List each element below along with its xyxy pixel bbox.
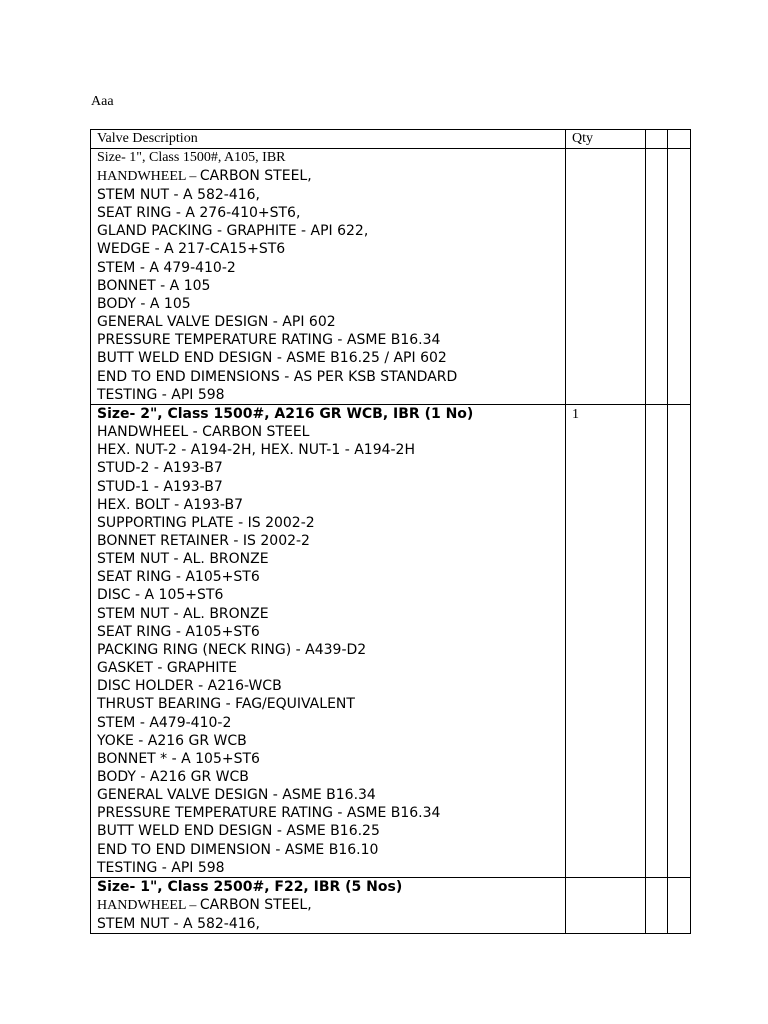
description-line: TESTING - API 598 bbox=[97, 859, 225, 876]
description-line: HEX. NUT-2 - A194-2H, HEX. NUT-1 - A194-2H bbox=[97, 442, 415, 459]
description-line: SEAT RING - A105+ST6 bbox=[97, 569, 260, 586]
column-header-description: Valve Description bbox=[91, 130, 566, 149]
description-line: WEDGE - A 217-CA15+ST6 bbox=[97, 241, 286, 258]
description-line: BUTT WELD END DESIGN - ASME B16.25 / API 602 bbox=[97, 350, 447, 367]
description-line: THRUST BEARING - FAG/EQUIVALENT bbox=[97, 696, 355, 713]
table-row bbox=[91, 404, 691, 877]
valve-description-cell bbox=[91, 877, 566, 933]
description-line: TESTING - API 598 bbox=[97, 386, 225, 403]
valve-table bbox=[90, 129, 691, 934]
description-line bbox=[97, 167, 559, 186]
extra-cell-1 bbox=[646, 404, 668, 877]
description-line: STEM NUT - A 582-416, bbox=[97, 916, 261, 933]
table-row bbox=[91, 149, 691, 405]
description-line: HANDWHEEL - CARBON STEEL bbox=[97, 424, 310, 441]
description-line: BONNET - A 105 bbox=[97, 277, 211, 294]
description-line: GENERAL VALVE DESIGN - ASME B16.34 bbox=[97, 787, 376, 804]
extra-cell-1 bbox=[646, 877, 668, 933]
valve-description-cell bbox=[91, 404, 566, 877]
document-heading: Aaa bbox=[91, 94, 114, 109]
valve-description-cell bbox=[91, 149, 566, 405]
description-line: STUD-2 - A193-B7 bbox=[97, 460, 223, 477]
description-line: HEX. BOLT - A193-B7 bbox=[97, 496, 243, 513]
description-line: BONNET RETAINER - IS 2002-2 bbox=[97, 532, 310, 549]
description-line: BUTT WELD END DESIGN - ASME B16.25 bbox=[97, 823, 380, 840]
qty-cell: 1 bbox=[566, 404, 646, 877]
description-line: SUPPORTING PLATE - IS 2002-2 bbox=[97, 514, 315, 531]
description-line: SEAT RING - A105+ST6 bbox=[97, 623, 260, 640]
extra-cell-2 bbox=[668, 877, 691, 933]
description-line: PRESSURE TEMPERATURE RATING - ASME B16.34 bbox=[97, 332, 441, 349]
qty-cell bbox=[566, 877, 646, 933]
description-line: GENERAL VALVE DESIGN - API 602 bbox=[97, 314, 336, 331]
column-header-qty: Qty bbox=[566, 130, 646, 149]
description-line: STEM - A479-410-2 bbox=[97, 714, 232, 731]
extra-cell-2 bbox=[668, 149, 691, 405]
description-line: STEM NUT - A 582-416, bbox=[97, 187, 261, 203]
description-line: Size- 1", Class 2500#, F22, IBR (5 Nos) bbox=[97, 878, 403, 895]
column-header-extra-1 bbox=[646, 130, 668, 149]
description-line: STEM NUT - AL. BRONZE bbox=[97, 605, 269, 622]
table-row bbox=[91, 877, 691, 933]
description-line: Size- 1", Class 1500#, A105, IBR bbox=[97, 150, 286, 165]
description-line: END TO END DIMENSIONS - AS PER KSB STANDARD bbox=[97, 368, 458, 385]
description-line: BODY - A 105 bbox=[97, 295, 191, 312]
description-line: STEM - A 479-410-2 bbox=[97, 259, 236, 276]
description-line: PRESSURE TEMPERATURE RATING - ASME B16.34 bbox=[97, 805, 441, 822]
part-label: HANDWHEEL – bbox=[97, 169, 200, 184]
description-line: DISC - A 105+ST6 bbox=[97, 587, 224, 604]
description-line: DISC HOLDER - A216-WCB bbox=[97, 678, 282, 695]
description-line: PACKING RING (NECK RING) - A439-D2 bbox=[97, 641, 367, 658]
part-label: HANDWHEEL – bbox=[97, 898, 200, 914]
extra-cell-2 bbox=[668, 404, 691, 877]
part-material: CARBON STEEL, bbox=[199, 168, 312, 184]
description-line: BONNET * - A 105+ST6 bbox=[97, 750, 260, 767]
description-line: YOKE - A216 GR WCB bbox=[97, 732, 247, 749]
part-material: CARBON STEEL, bbox=[199, 897, 312, 914]
description-line: SEAT RING - A 276-410+ST6, bbox=[97, 205, 301, 222]
extra-cell-1 bbox=[646, 149, 668, 405]
description-line: END TO END DIMENSION - ASME B16.10 bbox=[97, 841, 379, 858]
table-header-row bbox=[91, 130, 691, 149]
column-header-extra-2 bbox=[668, 130, 691, 149]
description-line: GLAND PACKING - GRAPHITE - API 622, bbox=[97, 223, 369, 240]
qty-cell bbox=[566, 149, 646, 405]
description-line: GASKET - GRAPHITE bbox=[97, 660, 237, 677]
description-line: BODY - A216 GR WCB bbox=[97, 769, 249, 785]
description-line bbox=[97, 896, 559, 915]
description-line: Size- 2", Class 1500#, A216 GR WCB, IBR (1 No) bbox=[97, 405, 474, 422]
description-line: STUD-1 - A193-B7 bbox=[97, 478, 223, 495]
description-line: STEM NUT - AL. BRONZE bbox=[97, 551, 269, 568]
